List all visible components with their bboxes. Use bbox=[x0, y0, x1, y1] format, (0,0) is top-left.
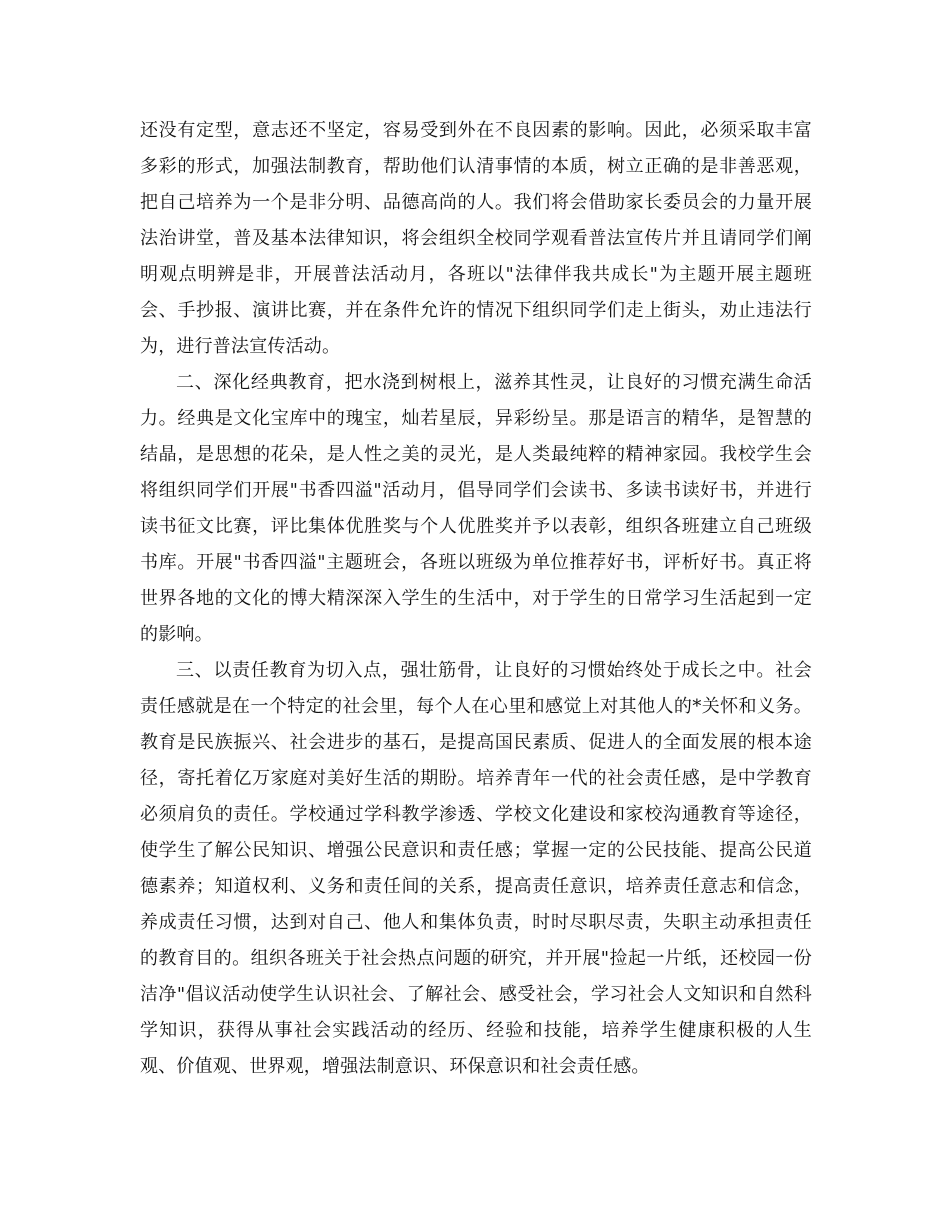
paragraph-responsibility-education: 三、以责任教育为切入点，强壮筋骨，让良好的习惯始终处于成长之中。社会责任感就是在一个特定的社会里，每个人在心里和感觉上对其他人的*关怀和义务。教育是民族振兴、社会进步的基石，是提高国民素质、促进人的全面发展的根本途径，寄托着亿万家庭对美好生活的期盼。培养青年一代的社会责任感，是中学教育必须肩负的责任。学校通过学科教学渗透、学校文化建设和家校沟通教育等途径，使学生了解公民知识、增强公民意识和责任感；掌握一定的公民技能、提高公民道德素养；知道权利、义务和责任间的关系，提高责任意识，培养责任意志和信念，养成责任习惯，达到对自己、他人和集体负责，时时尽职尽责，失职主动承担责任的教育目的。组织各班关于社会热点问题的研究，并开展"捡起一片纸，还校园一份洁净"倡议活动使学生认识社会、了解社会、感受社会，学习社会人文知识和自然科学知识，获得从事社会实践活动的经历、经验和技能，培养学生健康积极的人生观、价值观、世界观，增强法制意识、环保意识和社会责任感。 bbox=[140, 660, 812, 1077]
paragraph-classic-education: 二、深化经典教育，把水浇到树根上，滋养其性灵，让良好的习惯充满生命活力。经典是文化宝库中的瑰宝，灿若星辰，异彩纷呈。那是语言的精华，是智慧的结晶，是思想的花朵，是人性之美的灵光，是人类最纯粹的精神家园。我校学生会将组织同学们开展"书香四溢"活动月，倡导同学们会读书、多读书读好书，并进行读书征文比赛，评比集体优胜奖与个人优胜奖并予以表彰，组织各班建立自己班级书库。开展"书香四溢"主题班会，各班以班级为单位推荐好书，评析好书。真正将世界各地的文化的博大精深深入学生的生活中，对于学生的日常学习生活起到一定的影响。 bbox=[140, 372, 812, 645]
document-body bbox=[140, 113, 812, 1085]
paragraph-legal-education: 还没有定型，意志还不坚定，容易受到外在不良因素的影响。因此，必须采取丰富多彩的形式，加强法制教育，帮助他们认清事情的本质，树立正确的是非善恶观，把自己培养为一个是非分明、品德高尚的人。我们将会借助家长委员会的力量开展法治讲堂，普及基本法律知识，将会组织全校同学观看普法宣传片并且请同学们阐明观点明辨是非，开展普法活动月，各班以"法律伴我共成长"为主题开展主题班会、手抄报、演讲比赛，并在条件允许的情况下组织同学们走上街头，劝止违法行为，进行普法宣传活动。 bbox=[140, 120, 812, 357]
